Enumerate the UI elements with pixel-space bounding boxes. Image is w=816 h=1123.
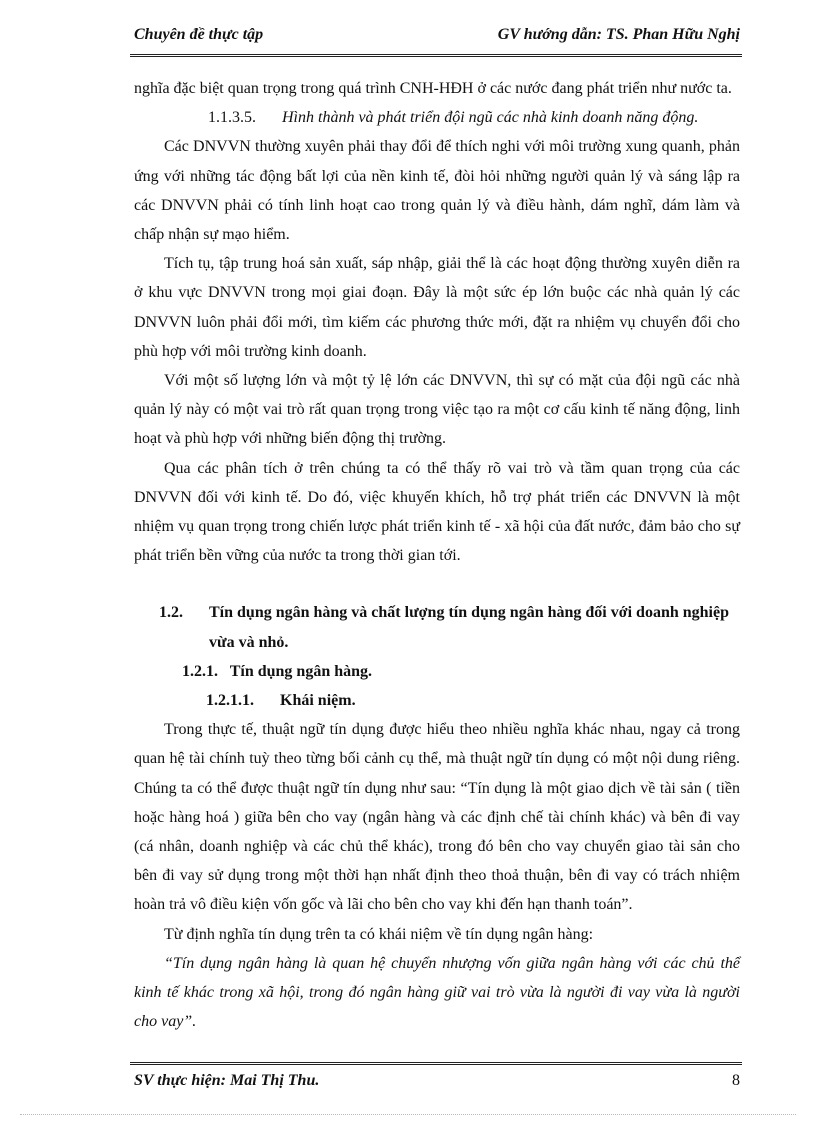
paragraph: Các DNVVN thường xuyên phải thay đổi để thích nghi với môi trường xung quanh, phản ứng với những tác động bất lợi của nền kinh tế, đòi hỏi những người quản lý và sáng lập ra các DNVVN phải có tính linh hoạt cao trong quản lý và điều hành, dám nghĩ, dám làm và chấp nhận sự mạo hiểm. bbox=[134, 138, 740, 244]
header-right: GV hướng dẫn: TS. Phan Hữu Nghị bbox=[497, 26, 740, 43]
paragraph: Với một số lượng lớn và một tỷ lệ lớn các DNVVN, thì sự có mặt của đội ngũ các nhà quản lý này có một vai trò rất quan trọng trong việc tạo ra một cơ cấu kinh tế năng động, linh hoạt và phù hợp với những biến động thị trường. bbox=[134, 372, 740, 448]
paragraph-continuation: nghĩa đặc biệt quan trọng trong quá trình CNH-HĐH ở các nước đang phát triển như nước ta. bbox=[134, 80, 732, 97]
heading-1-2 bbox=[134, 598, 740, 656]
heading-text: Hình thành và phát triển đội ngũ các nhà kinh doanh năng động. bbox=[282, 109, 699, 127]
heading-number: 1.2.1. bbox=[182, 662, 218, 680]
header-rule bbox=[130, 54, 742, 57]
footer-author: SV thực hiện: Mai Thị Thu. bbox=[134, 1072, 320, 1089]
heading-text: Tín dụng ngân hàng. bbox=[229, 662, 373, 680]
heading-1-2-1-1 bbox=[134, 686, 740, 715]
page-header bbox=[134, 26, 740, 48]
paragraph: Từ định nghĩa tín dụng trên ta có khái niệm về tín dụng ngân hàng: bbox=[164, 925, 594, 943]
paragraph: Qua các phân tích ở trên chúng ta có thể thấy rõ vai trò và tầm quan trọng của các DNVVN đối với kinh tế. Do đó, việc khuyến khích, hỗ trợ phát triển các DNVVN là một nhiệm vụ quan trọng trong chiến lược phát triển kinh tế - xã hội của đất nước, đảm bảo cho sự phát triển bền vững của nước ta trong thời gian tới. bbox=[134, 459, 740, 565]
heading-number: 1.2.1.1. bbox=[206, 692, 254, 710]
paragraph: Tích tụ, tập trung hoá sản xuất, sáp nhập, giải thể là các hoạt động thường xuyên diễn ra ở khu vực DNVVN trong mọi giai đoạn. Đây là một sức ép lớn buộc các nhà quản lý các DNVVN luôn phải đổi mới, tìm kiếm các phương thức mới, đặt ra nhiệm vụ chuyển đổi cho phù hợp với môi trường kinh doanh. bbox=[134, 255, 740, 360]
heading-1-1-3-5 bbox=[134, 103, 740, 132]
page-boundary bbox=[20, 1114, 796, 1115]
header-left: Chuyên đề thực tập bbox=[134, 26, 264, 43]
page-body bbox=[134, 74, 740, 1037]
paragraph: Trong thực tế, thuật ngữ tín dụng được hiểu theo nhiều nghĩa khác nhau, ngay cả trong quan hệ tài chính tuỳ theo từng bối cảnh cụ thể, mà thuật ngữ tín dụng có một nội dung riêng. Chúng ta có thể được thuật ngữ tín dụng như sau: “Tín dụng là một giao dịch về tài sản ( tiền hoặc hàng hoá ) giữa bên cho vay (ngân hàng và các định chế tài chính khác) và bên đi vay (cá nhân, doanh nghiệp và các chủ thể khác), trong đó bên cho vay chuyển giao tài sản cho bên đi vay sử dụng trong một thời hạn nhất định theo thoả thuận, bên đi vay có trách nhiệm hoàn trả vô điều kiện vốn gốc và lãi cho bên cho vay khi đến hạn thanh toán”. bbox=[134, 721, 740, 914]
heading-number: 1.2. bbox=[159, 604, 183, 622]
heading-number: 1.1.3.5. bbox=[208, 109, 256, 127]
heading-1-2-1 bbox=[134, 657, 740, 686]
page-footer bbox=[134, 1072, 740, 1094]
heading-text: Khái niệm. bbox=[280, 692, 356, 710]
definition-quote: “Tín dụng ngân hàng là quan hệ chuyển nhượng vốn giữa ngân hàng với các chủ thể kinh tế khác trong xã hội, trong đó ngân hàng giữ vai trò vừa là người đi vay vừa là người cho vay”. bbox=[134, 954, 740, 1031]
footer-rule bbox=[130, 1062, 742, 1065]
heading-text: Tín dụng ngân hàng và chất lượng tín dụng ngân hàng đối với doanh nghiệp vừa và nhỏ. bbox=[209, 604, 729, 651]
page-number: 8 bbox=[732, 1072, 740, 1089]
